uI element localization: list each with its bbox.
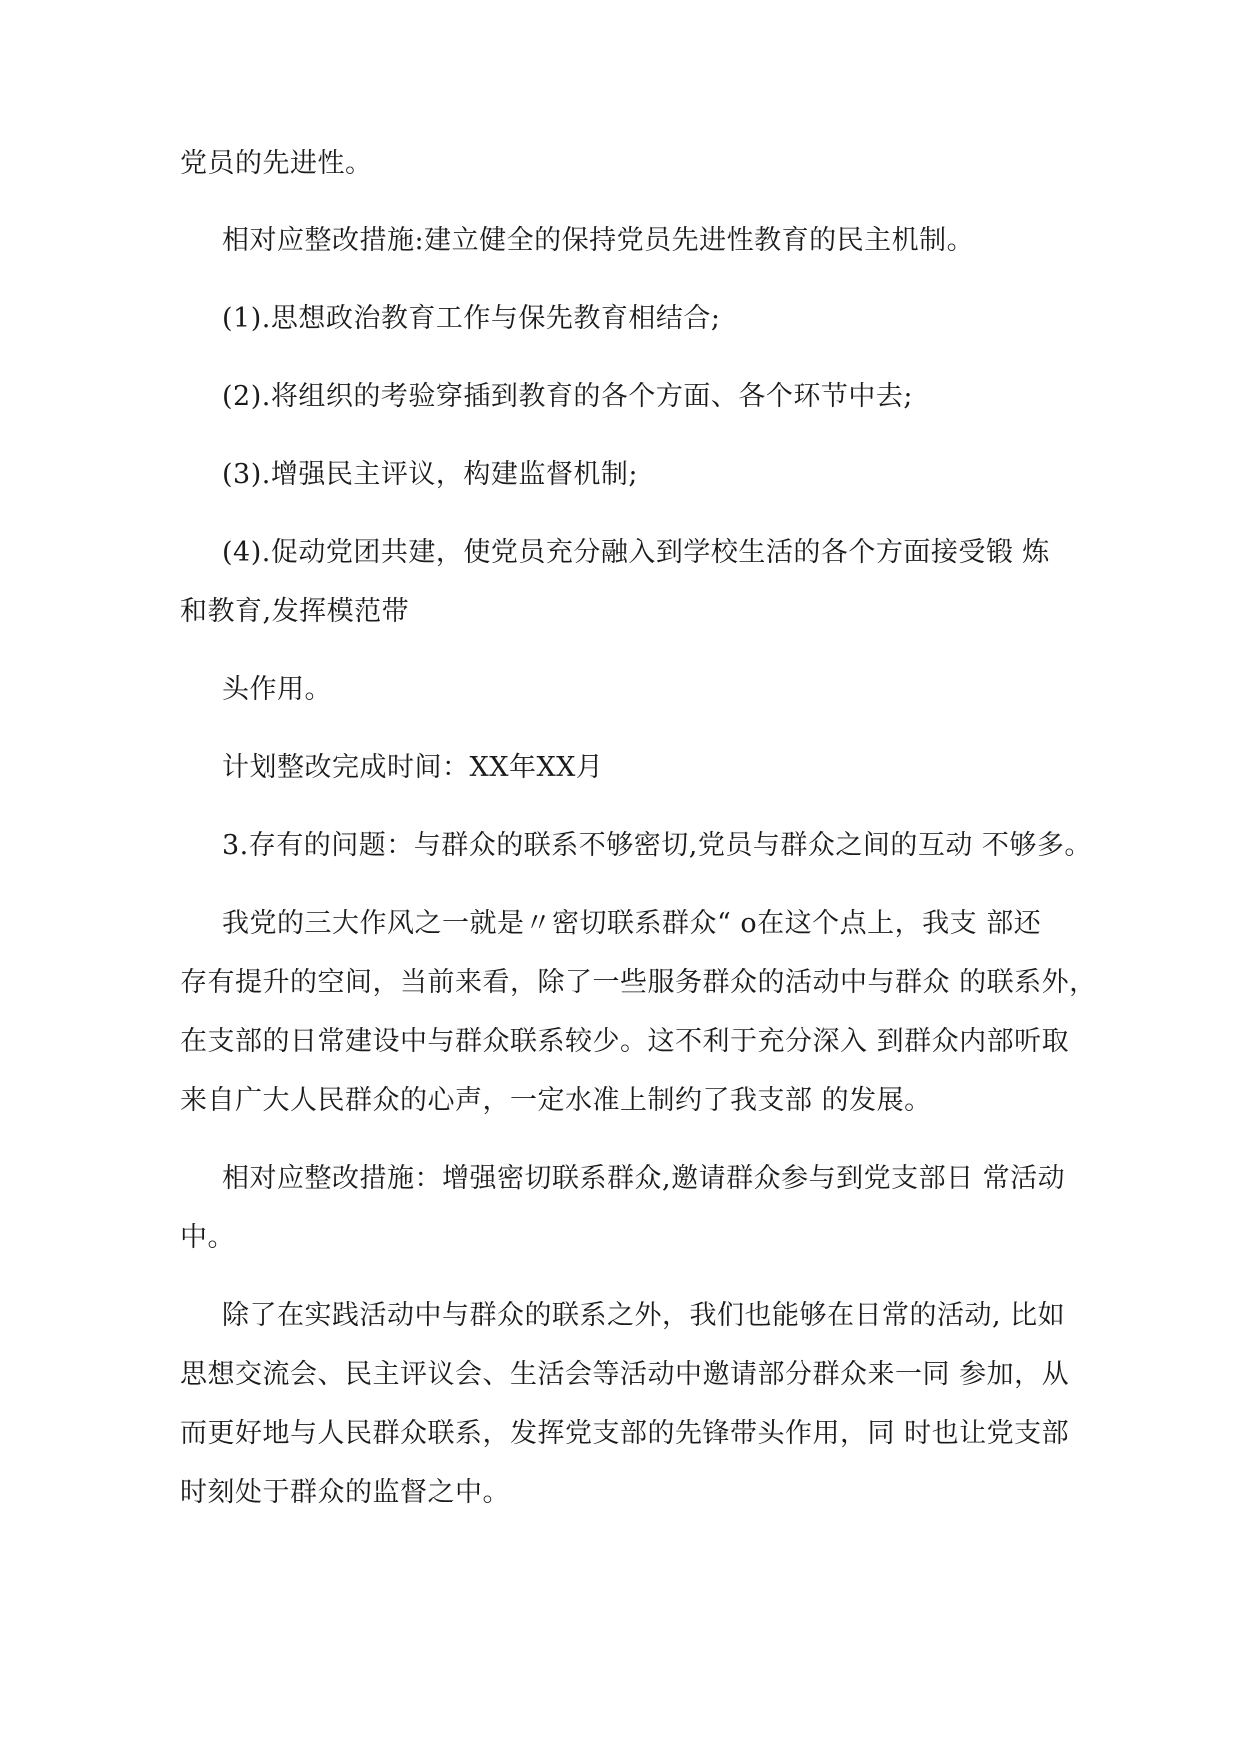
text-line: 相对应整改措施：增强密切联系群众,邀请群众参与到党支部日 常活动 <box>222 1163 1066 1194</box>
text-line: 在支部的日常建设中与群众联系较少。这不利于充分深入 到群众内部听取 <box>180 1026 1070 1057</box>
text-line: 3.存有的问题：与群众的联系不够密切,党员与群众之间的互动 不够多。 <box>222 830 1092 861</box>
text-line: 头作用。 <box>222 674 332 705</box>
text-line: 计划整改完成时间：XX年XX月 <box>222 752 604 783</box>
text-line: (4).促动党团共建，使党员充分融入到学校生活的各个方面接受锻 炼 <box>222 537 1050 568</box>
text-line: 来自广大人民群众的心声，一定水准上制约了我支部 的发展。 <box>180 1085 932 1116</box>
text-line: 和教育,发挥模范带 <box>180 596 410 627</box>
text-line: 相对应整改措施:建立健全的保持党员先进性教育的民主机制。 <box>222 225 975 256</box>
text-line: 除了在实践活动中与群众的联系之外，我们也能够在日常的活动, 比如 <box>222 1300 1066 1331</box>
text-line: (2).将组织的考验穿插到教育的各个方面、各个环节中去; <box>222 381 913 412</box>
text-line: 中。 <box>180 1222 235 1253</box>
text-line: 我党的三大作风之一就是〃密切联系群众“ o在这个点上，我支 部还 <box>222 908 1042 939</box>
text-line: (3).增强民主评议，构建监督机制; <box>222 459 638 490</box>
text-line: 存有提升的空间，当前来看，除了一些服务群众的活动中与群众 的联系外， <box>180 967 1097 998</box>
text-line: 思想交流会、民主评议会、生活会等活动中邀请部分群众来一同 参加，从 <box>180 1359 1070 1390</box>
text-line: 而更好地与人民群众联系，发挥党支部的先锋带头作用，同 时也让党支部 <box>180 1418 1070 1449</box>
text-line: (1).思想政治教育工作与保先教育相结合; <box>222 303 721 334</box>
text-line: 党员的先进性。 <box>180 148 373 179</box>
text-line: 时刻处于群众的监督之中。 <box>180 1477 510 1508</box>
